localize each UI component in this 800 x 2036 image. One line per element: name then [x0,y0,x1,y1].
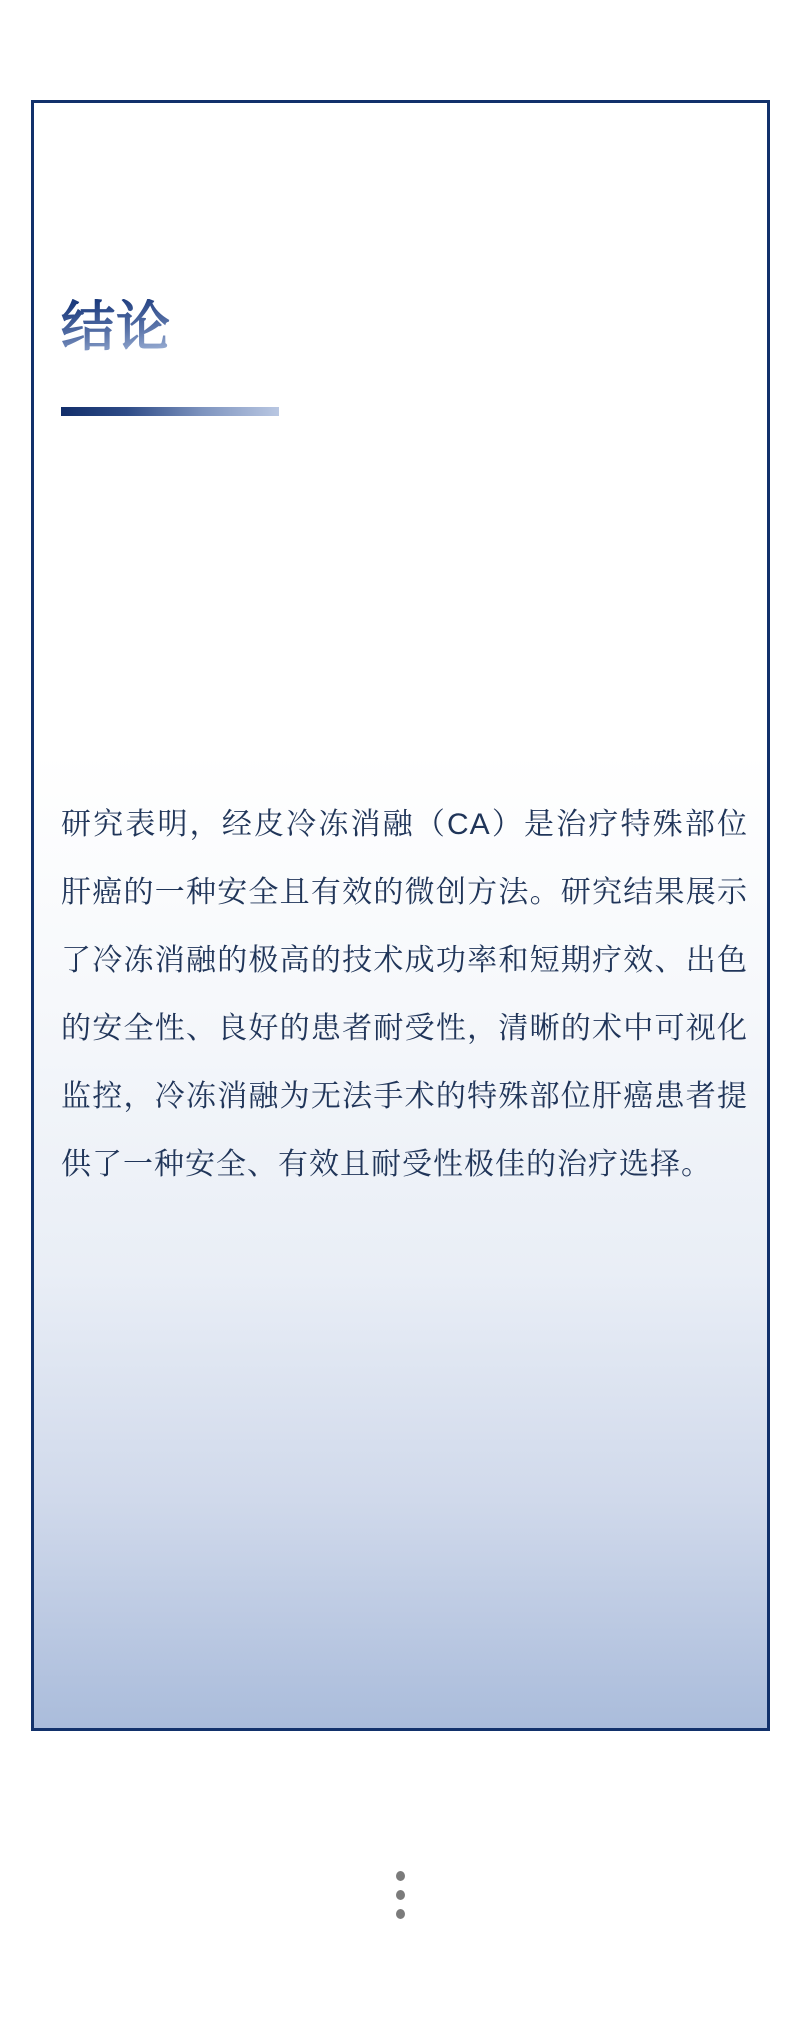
conclusion-paragraph: 研究表明，经皮冷冻消融（CA）是治疗特殊部位肝癌的一种安全且有效的微创方法。研究结果展示了冷冻消融的极高的技术成功率和短期疗效、出色的安全性、良好的患者耐受性，清晰的术中可视化监控，冷冻消融为无法手术的特殊部位肝癌患者提供了一种安全、有效且耐受性极佳的治疗选择。 [61,808,748,1181]
title-underline-divider [61,407,279,416]
ellipsis-vertical-icon [395,1871,405,1919]
ellipsis-dot [396,1909,405,1919]
conclusion-card [31,100,770,1731]
page-title: 结论 [61,297,171,358]
ellipsis-dot [396,1890,405,1900]
ellipsis-dot [396,1871,405,1881]
